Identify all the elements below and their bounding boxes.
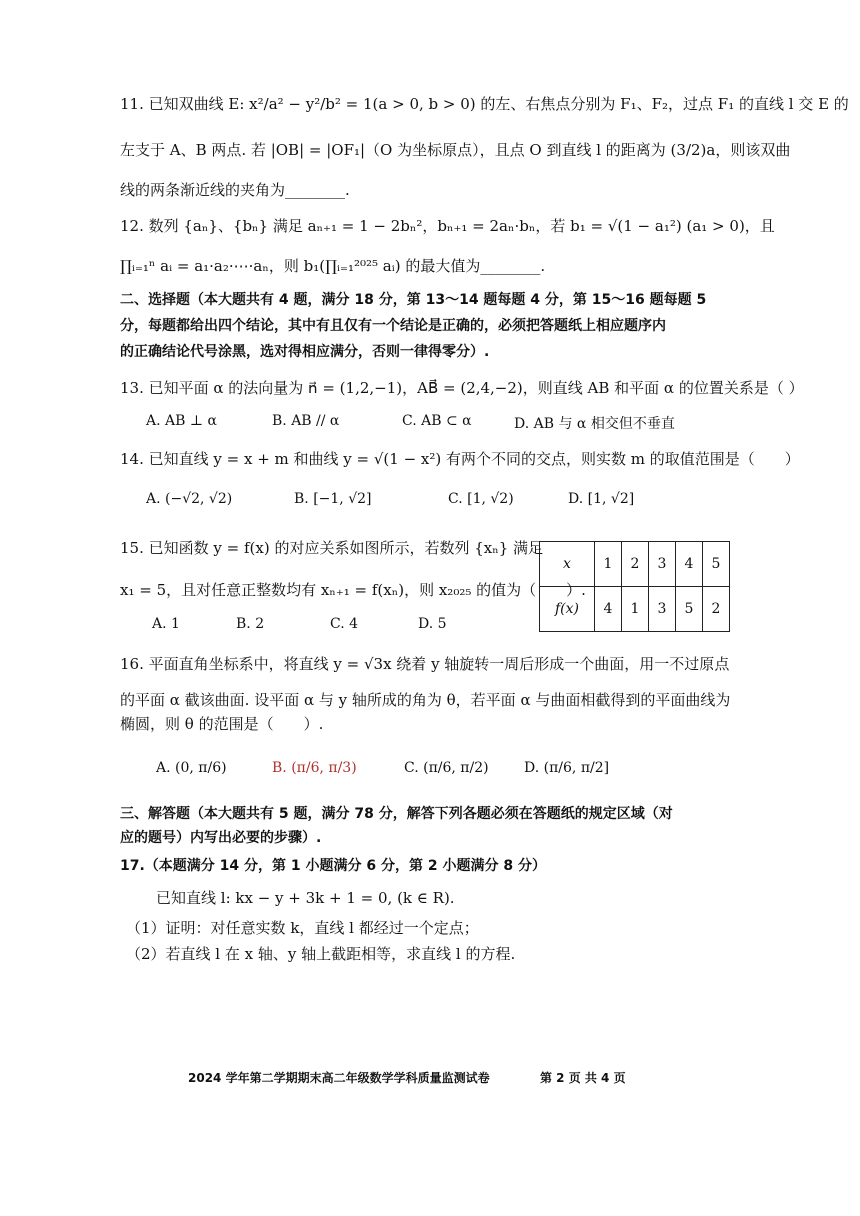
function-table [539,541,730,632]
section3-line1: 三、解答题（本大题共有 5 题，满分 78 分，解答下列各题必须在答题纸的规定区域（对 [120,806,673,822]
q14-stem: 14. 已知直线 y = x + m 和曲线 y = √(1 − x²) 有两个不同的交点，则实数 m 的取值范围是（ ） [120,450,800,468]
q17-given: 已知直线 l: kx − y + 3k + 1 = 0, (k ∈ R). [156,889,455,907]
x-value: 5 [703,542,730,587]
x-value: 2 [622,542,649,587]
q15-option-b: B. 2 [236,616,265,632]
q13-option-c: C. AB ⊂ α [402,413,472,429]
q15-line1: 15. 已知函数 y = f(x) 的对应关系如图所示，若数列 {xₙ} 满足 [120,539,544,557]
q16-option-d: D. (π/6, π/2] [524,760,610,776]
q11-line1: 11. 已知双曲线 E: x²/a² − y²/b² = 1(a > 0, b > 0) 的左、右焦点分别为 F₁、F₂，过点 F₁ 的直线 l 交 E 的 [120,95,849,113]
q15-option-c: C. 4 [330,616,359,632]
q14-option-a: A. (−√2, √2) [146,491,233,507]
q14-option-b: B. [−1, √2] [294,491,372,507]
footer-page-number: 第 2 页 共 4 页 [540,1071,626,1085]
q13-option-a: A. AB ⊥ α [146,413,217,429]
section3-line2: 应的题号）内写出必要的步骤）. [120,830,322,846]
q14-option-d: D. [1, √2] [568,491,635,507]
section2-line2: 分，每题都给出四个结论，其中有且仅有一个结论是正确的，必须把答题纸上相应题序内 [120,318,666,334]
table-row [540,587,730,632]
x-header: x [540,542,595,587]
q14-option-c: C. [1, √2) [448,491,514,507]
q12-line1: 12. 数列 {aₙ}、{bₙ} 满足 aₙ₊₁ = 1 − 2bₙ²，bₙ₊₁ = 2aₙ·bₙ，若 b₁ = √(1 − a₁²) (a₁ > 0)，且 [120,217,775,235]
footer-title: 2024 学年第二学期期末高二年级数学学科质量监测试卷 [188,1071,490,1085]
x-value: 3 [649,542,676,587]
q11-line3: 线的两条渐近线的夹角为________. [120,181,350,199]
q17-part2: （2）若直线 l 在 x 轴、y 轴上截距相等，求直线 l 的方程. [126,945,516,963]
q16-option-c: C. (π/6, π/2) [404,760,489,776]
q15-option-a: A. 1 [152,616,180,632]
q15-option-d: D. 5 [418,616,447,632]
q15-line2: x₁ = 5，且对任意正整数均有 xₙ₊₁ = f(xₙ)，则 x₂₀₂₅ 的值为（ ）. [120,581,586,599]
table-row [540,542,730,587]
q17-part1: （1）证明：对任意实数 k，直线 l 都经过一个定点； [126,919,479,937]
q11-line2: 左支于 A、B 两点. 若 |OB| = |OF₁|（O 为坐标原点），且点 O 到直线 l 的距离为 (3/2)a，则该双曲 [120,141,791,159]
q16-option-a: A. (0, π/6) [156,760,227,776]
q12-line2: ∏ᵢ₌₁ⁿ aᵢ = a₁·a₂·⋯·aₙ，则 b₁(∏ᵢ₌₁²⁰²⁵ aᵢ) 的最大值为________. [120,257,546,275]
fx-value: 1 [622,587,649,632]
q16-line1: 16. 平面直角坐标系中，将直线 y = √3x 绕着 y 轴旋转一周后形成一个曲面，用一不过原点 [120,655,730,673]
fx-value: 4 [595,587,622,632]
q16-option-b: B. (π/6, π/3) [272,760,357,776]
x-value: 1 [595,542,622,587]
q13-stem: 13. 已知平面 α 的法向量为 n⃗ = (1,2,−1)，AB⃗ = (2,4,−2)，则直线 AB 和平面 α 的位置关系是（ ） [120,379,804,397]
fx-value: 3 [649,587,676,632]
q16-line2: 的平面 α 截该曲面. 设平面 α 与 y 轴所成的角为 θ，若平面 α 与曲面相截得到的平面曲线为 [120,691,731,709]
q16-line3: 椭圆，则 θ 的范围是（ ）. [120,715,324,733]
q13-option-b: B. AB // α [272,413,340,429]
section2-line3: 的正确结论代号涂黑，选对得相应满分，否则一律得零分）. [120,344,490,360]
q17-header: 17.（本题满分 14 分，第 1 小题满分 6 分，第 2 小题满分 8 分） [120,858,546,874]
fx-header: f(x) [540,587,595,632]
fx-value: 2 [703,587,730,632]
x-value: 4 [676,542,703,587]
q13-option-d: D. AB 与 α 相交但不垂直 [514,416,675,432]
section2-line1: 二、选择题（本大题共有 4 题，满分 18 分，第 13～14 题每题 4 分，第 15～16 题每题 5 [120,292,707,308]
fx-value: 5 [676,587,703,632]
